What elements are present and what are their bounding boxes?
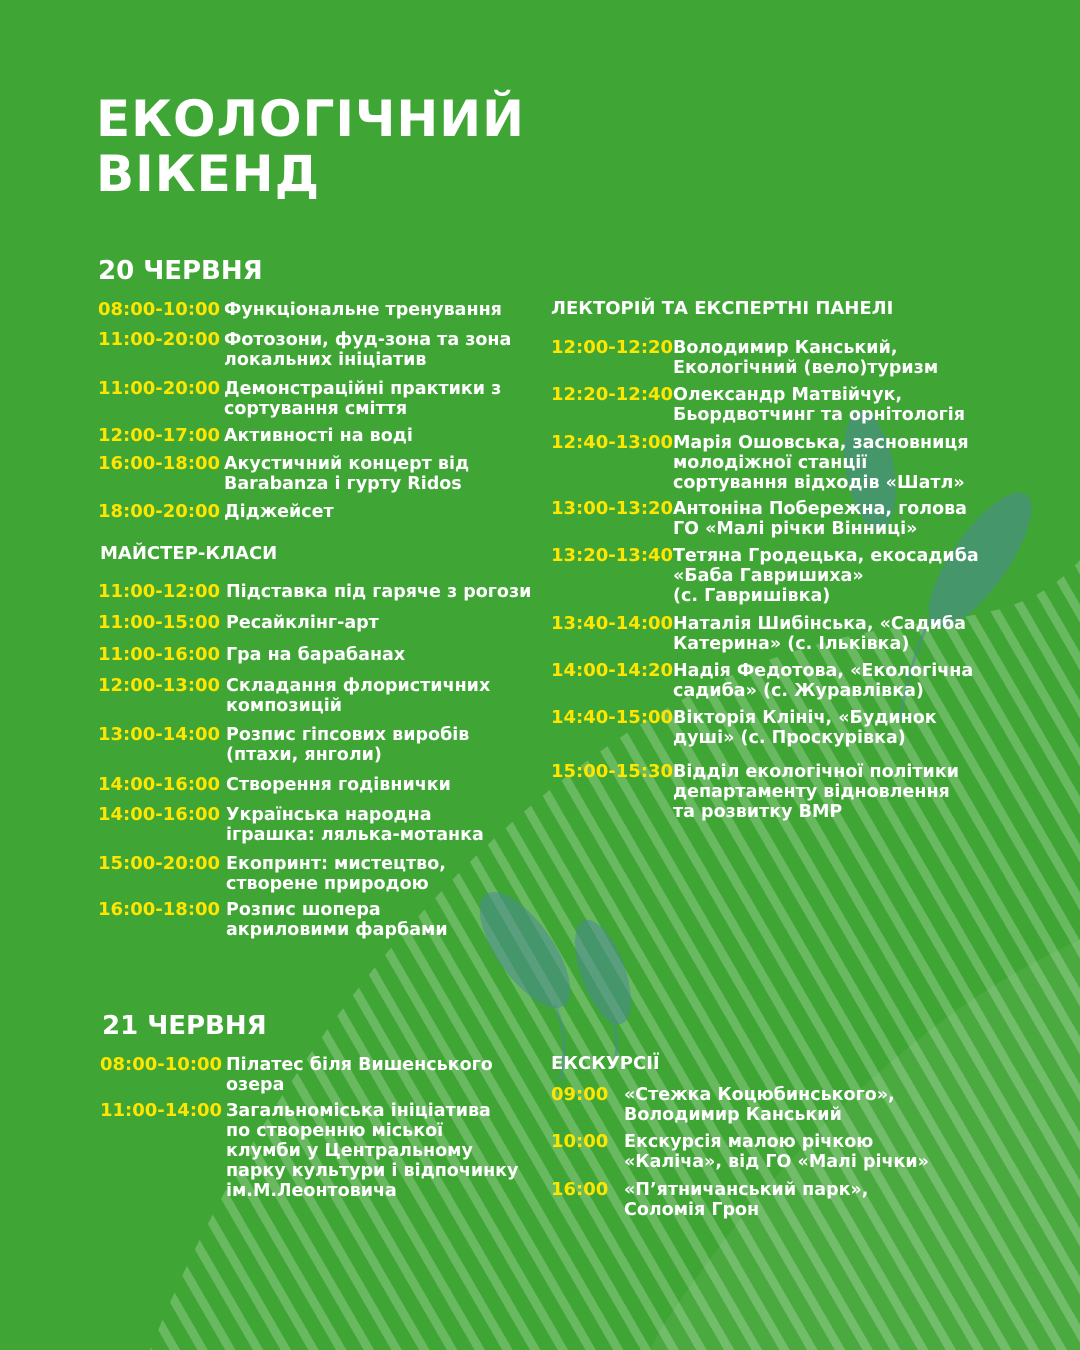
event-description-line: Відділ екологічної політики [673, 762, 959, 782]
event-description [226, 613, 379, 633]
event-time: 13:00-14:00 [98, 724, 221, 745]
event-description-line: створене природою [226, 874, 429, 894]
event-description-line: «Баба Гавришиха» [673, 566, 864, 586]
event-description-line: Олександр Матвійчук, [673, 385, 903, 405]
schedule-item [98, 613, 379, 633]
event-time: 08:00-10:00 [100, 1054, 223, 1075]
event-time: 13:20-13:40 [551, 545, 674, 566]
schedule-item [98, 725, 469, 765]
schedule-item [98, 676, 490, 716]
event-description-line: Фотозони, фуд-зона та зона [224, 330, 512, 350]
event-time: 11:00-16:00 [98, 644, 221, 665]
title-line-2: ВІКЕНД [96, 145, 321, 203]
event-description-line: Ресайклінг-арт [226, 613, 379, 633]
event-description-line: сортування відходів «Шатл» [673, 473, 965, 493]
event-description [224, 330, 511, 370]
event-description-line: (с. Гавришівка) [673, 586, 831, 606]
event-time: 18:00-20:00 [98, 501, 221, 522]
event-description-line: Складання флористичних [226, 676, 491, 696]
event-time: 10:00 [551, 1131, 609, 1152]
event-description-line: Екопринт: мистецтво, [226, 854, 446, 874]
schedule-item [551, 433, 969, 493]
poster-title [96, 92, 525, 202]
schedule-item [98, 582, 531, 602]
schedule-item [98, 454, 469, 494]
event-time: 12:00-12:20 [551, 337, 674, 358]
schedule-item [98, 775, 451, 795]
event-time: 15:00-15:30 [551, 761, 674, 782]
event-description [673, 433, 969, 493]
event-time: 15:00-20:00 [98, 853, 221, 874]
event-description-line: локальних ініціатив [224, 350, 427, 370]
event-description [673, 338, 938, 378]
event-description [224, 379, 501, 419]
event-time: 12:00-17:00 [98, 425, 221, 446]
schedule-item [551, 1180, 868, 1220]
event-description-line: Діджейсет [224, 502, 334, 522]
event-time: 11:00-20:00 [98, 329, 221, 350]
event-time: 16:00 [551, 1179, 609, 1200]
schedule-item [551, 708, 937, 748]
event-description-line: «Стежка Коцюбинського», [624, 1085, 895, 1105]
event-description-line: Акустичний концерт від [224, 454, 470, 474]
title-line-1: ЕКОЛОГІЧНИЙ [96, 90, 525, 148]
day1-heading: 20 ЧЕРВНЯ [98, 256, 263, 286]
schedule-item [98, 330, 511, 370]
schedule-item [98, 805, 484, 845]
event-description-line: Загальноміська ініціатива [226, 1101, 491, 1121]
event-description-line: Barabanza і гурту Ridos [224, 474, 462, 494]
event-description [226, 676, 490, 716]
event-description [673, 385, 965, 425]
event-description-line: Демонстраційні практики з [224, 379, 502, 399]
workshops-heading: МАЙСТЕР-КЛАСИ [100, 543, 278, 564]
schedule-item [98, 854, 446, 894]
schedule-item [551, 762, 959, 822]
event-description-line: парку культури і відпочинку [226, 1161, 519, 1181]
schedule-item [551, 546, 979, 606]
event-description [673, 546, 979, 606]
schedule-item [551, 1132, 929, 1172]
event-time: 16:00-18:00 [98, 899, 221, 920]
event-description [224, 454, 469, 494]
event-description-line: «Каліча», від ГО «Малі річки» [624, 1152, 929, 1172]
event-description-line: Катерина» (с. Ільківка) [673, 634, 910, 654]
event-description-line: Активності на воді [224, 426, 413, 446]
event-time: 11:00-14:00 [100, 1100, 223, 1121]
event-time: 14:00-16:00 [98, 804, 221, 825]
event-description-line: озера [226, 1075, 285, 1095]
event-description-line: Тетяна Гродецька, екосадиба [673, 546, 979, 566]
schedule-item [98, 502, 334, 522]
schedule-item [551, 385, 965, 425]
event-description-line: Створення годівнички [226, 775, 451, 795]
event-description-line: департаменту відновлення [673, 782, 950, 802]
event-description-line: Соломія Грон [624, 1200, 760, 1220]
schedule-item [98, 426, 413, 446]
schedule-item [551, 1085, 895, 1125]
day2-heading: 21 ЧЕРВНЯ [102, 1011, 267, 1041]
schedule-item [98, 300, 502, 320]
event-description [624, 1180, 868, 1220]
event-description-line: Розпис шопера [226, 900, 381, 920]
event-description [624, 1132, 929, 1172]
event-description-line: садиба» (с. Журавлівка) [673, 681, 924, 701]
event-description-line: Пілатес біля Вишенського [226, 1055, 493, 1075]
event-description-line: сортування сміття [224, 399, 408, 419]
event-time: 14:40-15:00 [551, 707, 674, 728]
event-description-line: ім.М.Леонтовича [226, 1181, 397, 1201]
schedule-item [98, 379, 501, 419]
event-description-line: Українська народна [226, 805, 432, 825]
event-description [673, 708, 937, 748]
schedule-item [100, 1101, 518, 1201]
event-description [226, 775, 451, 795]
event-description-line: Бьордвотчинг та орнітологія [673, 405, 965, 425]
event-description-line: по створенню міської [226, 1121, 444, 1141]
event-description [226, 900, 448, 940]
event-description-line: акриловими фарбами [226, 920, 448, 940]
event-description [673, 614, 966, 654]
event-time: 13:00-13:20 [551, 498, 674, 519]
lectures-heading: ЛЕКТОРІЙ ТА ЕКСПЕРТНІ ПАНЕЛІ [551, 298, 894, 319]
event-description-line: душі» (с. Проскурівка) [673, 728, 906, 748]
event-description [673, 499, 967, 539]
event-description [226, 645, 405, 665]
event-description [224, 300, 502, 320]
schedule-item [551, 338, 938, 378]
event-description [226, 854, 446, 894]
event-time: 12:20-12:40 [551, 384, 674, 405]
event-description-line: Надія Федотова, «Екологічна [673, 661, 974, 681]
event-description-line: Розпис гіпсових виробів [226, 725, 470, 745]
event-time: 09:00 [551, 1084, 609, 1105]
event-time: 14:00-16:00 [98, 774, 221, 795]
schedule-item [100, 1055, 493, 1095]
event-description-line: клумби у Центральному [226, 1141, 473, 1161]
event-description-line: Функціональне тренування [224, 300, 502, 320]
event-description-line: Наталія Шибінська, «Садиба [673, 614, 966, 634]
schedule-item [98, 900, 448, 940]
event-description-line: «П’ятничанський парк», [624, 1180, 869, 1200]
event-time: 11:00-15:00 [98, 612, 221, 633]
schedule-item [551, 499, 967, 539]
event-description-line: Підставка під гаряче з рогози [226, 582, 532, 602]
event-time: 16:00-18:00 [98, 453, 221, 474]
excursions-heading: ЕКСКУРСІЇ [551, 1053, 660, 1074]
event-description [226, 582, 531, 602]
event-time: 12:40-13:00 [551, 432, 674, 453]
event-description-line: Антоніна Побережна, голова [673, 499, 967, 519]
event-description-line: та розвитку ВМР [673, 802, 843, 822]
event-time: 12:00-13:00 [98, 675, 221, 696]
event-time: 11:00-12:00 [98, 581, 221, 602]
event-description-line: Володимир Канський, [673, 338, 898, 358]
event-description [224, 502, 334, 522]
event-description [224, 426, 413, 446]
event-description [624, 1085, 895, 1125]
schedule-item [551, 661, 973, 701]
event-description-line: Екологічний (вело)туризм [673, 358, 939, 378]
event-time: 11:00-20:00 [98, 378, 221, 399]
event-description-line: Вікторія Клініч, «Будинок [673, 708, 937, 728]
event-description [226, 725, 469, 765]
event-description-line: Володимир Канський [624, 1105, 842, 1125]
event-description [673, 762, 959, 822]
event-time: 08:00-10:00 [98, 299, 221, 320]
event-description-line: молодіжної станції [673, 453, 868, 473]
event-description-line: іграшка: лялька-мотанка [226, 825, 484, 845]
event-description [673, 661, 973, 701]
schedule-item [551, 614, 966, 654]
event-description-line: Марія Ошовська, засновниця [673, 433, 969, 453]
event-description-line: Екскурсія малою річкою [624, 1132, 874, 1152]
event-description [226, 1055, 493, 1095]
event-description [226, 1101, 518, 1201]
event-time: 13:40-14:00 [551, 613, 674, 634]
event-description-line: Гра на барабанах [226, 645, 406, 665]
schedule-item [98, 645, 405, 665]
event-description-line: композицій [226, 696, 342, 716]
event-time: 14:00-14:20 [551, 660, 674, 681]
event-description-line: (птахи, янголи) [226, 745, 382, 765]
event-description-line: ГО «Малі річки Вінниці» [673, 519, 918, 539]
event-description [226, 805, 484, 845]
